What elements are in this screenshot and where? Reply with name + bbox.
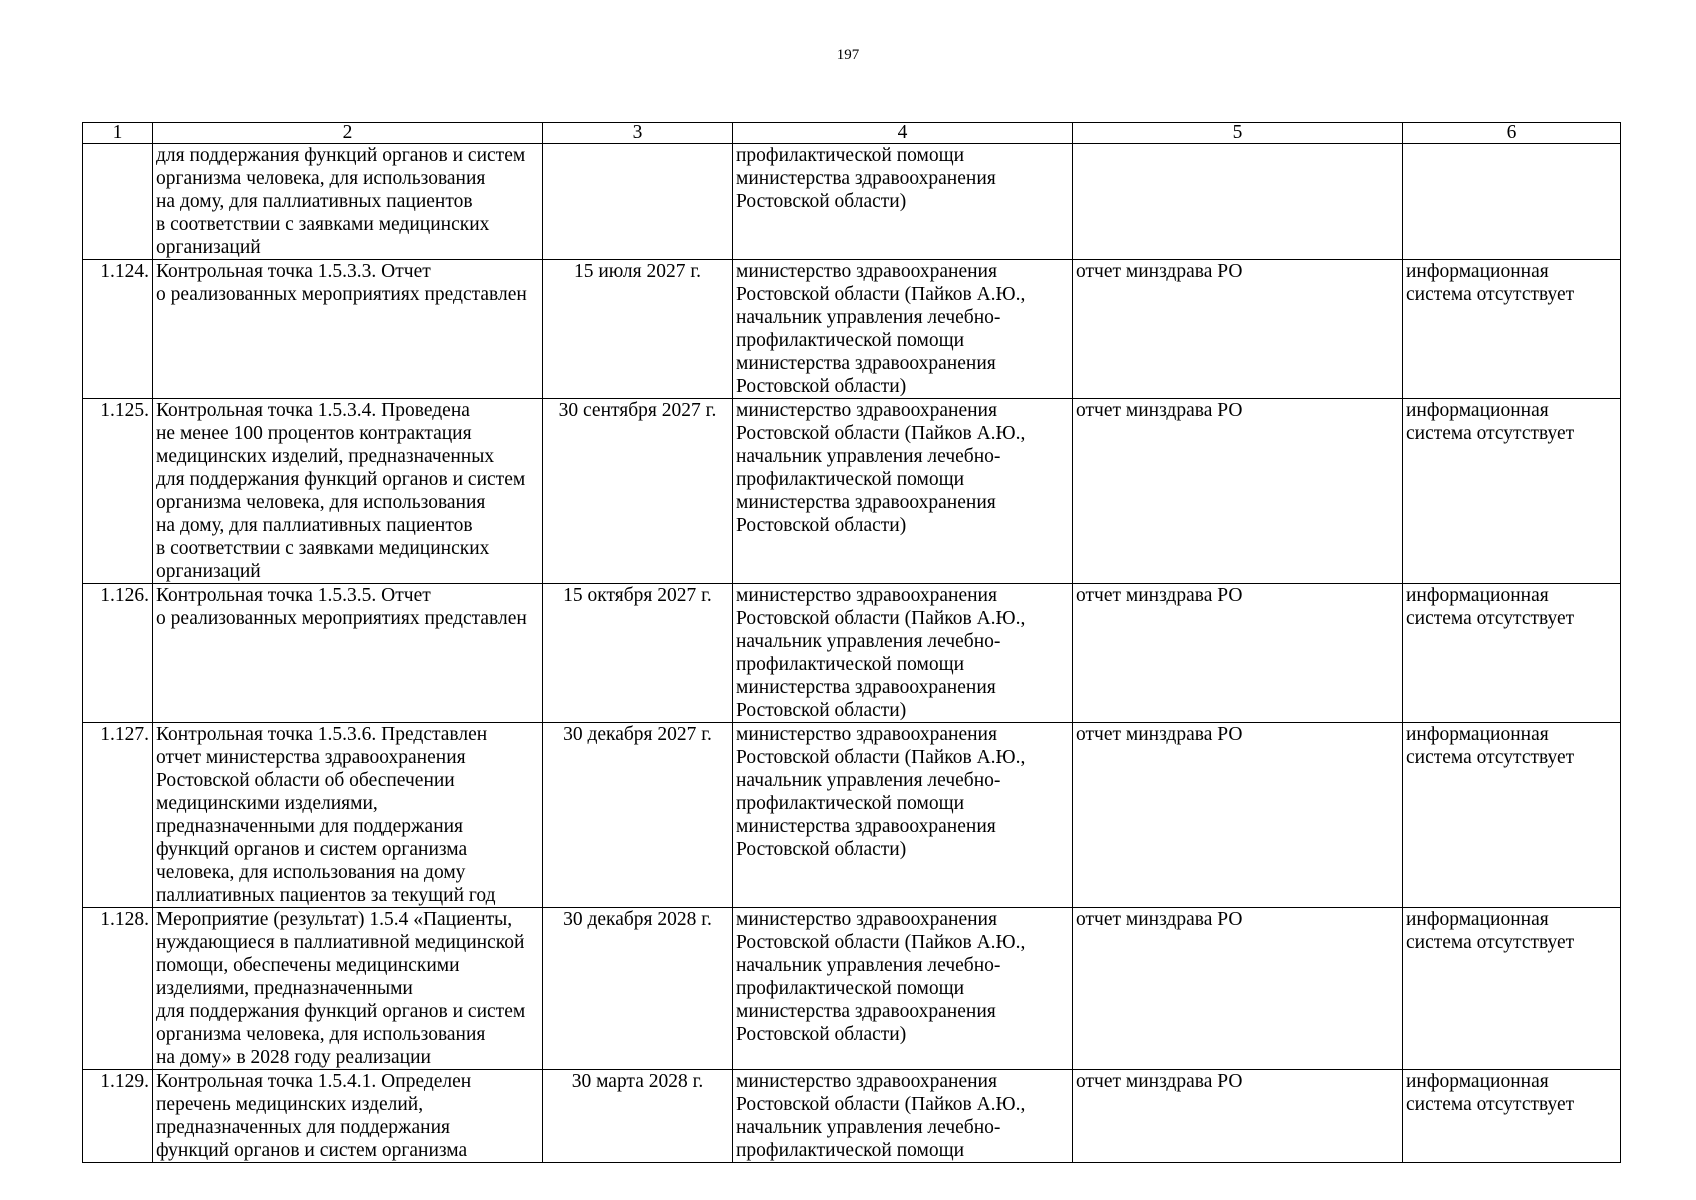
responsible-cell-line: министерство здравоохранения bbox=[736, 1071, 997, 1092]
description-cell-line: на дому, для паллиативных пациентов bbox=[156, 191, 473, 212]
responsible-cell-line: начальник управления лечебно- bbox=[736, 955, 1001, 976]
column-header-2: 2 bbox=[153, 123, 543, 144]
description-cell-line: организма человека, для использования bbox=[156, 492, 486, 513]
responsible-cell-line: министерства здравоохранения bbox=[736, 168, 996, 189]
document-type-cell: отчет минздрава РО bbox=[1073, 399, 1403, 584]
description-cell-line: Мероприятие (результат) 1.5.4 «Пациенты, bbox=[156, 909, 513, 930]
responsible-cell-line: профилактической помощи bbox=[736, 145, 965, 166]
responsible-cell-line: профилактической помощи bbox=[736, 793, 965, 814]
description-cell bbox=[153, 584, 543, 723]
responsible-cell-line: начальник управления лечебно- bbox=[736, 307, 1001, 328]
description-cell-line: в соответствии с заявками медицинских bbox=[156, 214, 490, 235]
document-type-cell: отчет минздрава РО bbox=[1073, 260, 1403, 399]
info-system-cell-line: информационная bbox=[1406, 400, 1549, 421]
description-cell-line: паллиативных пациентов за текущий год bbox=[156, 885, 496, 906]
table-body bbox=[83, 144, 1621, 1163]
description-cell-line: Контрольная точка 1.5.3.6. Представлен bbox=[156, 724, 488, 745]
description-cell-line: функций органов и систем организма bbox=[156, 839, 468, 860]
row-number-cell: 1.125. bbox=[83, 399, 153, 584]
description-cell-line: помощи, обеспечены медицинскими bbox=[156, 955, 460, 976]
responsible-cell-line: министерство здравоохранения bbox=[736, 400, 997, 421]
responsible-cell-line: Ростовской области) bbox=[736, 191, 907, 212]
description-cell-line: организаций bbox=[156, 561, 261, 582]
responsible-cell-line: начальник управления лечебно- bbox=[736, 770, 1001, 791]
description-cell-line: не менее 100 процентов контрактация bbox=[156, 423, 472, 444]
responsible-cell-line: Ростовской области) bbox=[736, 515, 907, 536]
responsible-cell-line: Ростовской области (Пайков А.Ю., bbox=[736, 932, 1026, 953]
description-cell-line: предназначенных для поддержания bbox=[156, 1117, 451, 1138]
responsible-cell-line: профилактической помощи bbox=[736, 330, 965, 351]
info-system-cell bbox=[1403, 908, 1621, 1070]
row-number-cell: 1.124. bbox=[83, 260, 153, 399]
description-cell-line: о реализованных мероприятиях представлен bbox=[156, 284, 527, 305]
description-cell bbox=[153, 144, 543, 260]
description-cell-line: в соответствии с заявками медицинских bbox=[156, 538, 490, 559]
description-cell-line: о реализованных мероприятиях представлен bbox=[156, 608, 527, 629]
info-system-cell-line: система отсутствует bbox=[1406, 747, 1575, 768]
responsible-cell-line: министерство здравоохранения bbox=[736, 909, 997, 930]
responsible-cell-line: профилактической помощи bbox=[736, 469, 965, 490]
description-cell bbox=[153, 908, 543, 1070]
responsible-cell-line: Ростовской области (Пайков А.Ю., bbox=[736, 608, 1026, 629]
responsible-cell bbox=[733, 723, 1073, 908]
responsible-cell bbox=[733, 144, 1073, 260]
description-cell bbox=[153, 399, 543, 584]
document-type-cell bbox=[1073, 144, 1403, 260]
table-row bbox=[83, 260, 1621, 399]
table-row bbox=[83, 1070, 1621, 1163]
responsible-cell-line: Ростовской области) bbox=[736, 1024, 907, 1045]
description-cell-line: организма человека, для использования bbox=[156, 1024, 486, 1045]
description-cell-line: медицинскими изделиями, bbox=[156, 793, 378, 814]
info-system-cell bbox=[1403, 584, 1621, 723]
date-cell: 30 марта 2028 г. bbox=[543, 1070, 733, 1163]
description-cell-line: Контрольная точка 1.5.4.1. Определен bbox=[156, 1071, 472, 1092]
responsible-cell bbox=[733, 260, 1073, 399]
responsible-cell-line: начальник управления лечебно- bbox=[736, 446, 1001, 467]
description-cell bbox=[153, 260, 543, 399]
responsible-cell bbox=[733, 584, 1073, 723]
responsible-cell-line: начальник управления лечебно- bbox=[736, 631, 1001, 652]
column-header-4: 4 bbox=[733, 123, 1073, 144]
page-number: 197 bbox=[836, 47, 860, 63]
info-system-cell bbox=[1403, 144, 1621, 260]
info-system-cell bbox=[1403, 1070, 1621, 1163]
description-cell-line: Контрольная точка 1.5.3.5. Отчет bbox=[156, 585, 431, 606]
responsible-cell-line: начальник управления лечебно- bbox=[736, 1117, 1001, 1138]
column-header-5: 5 bbox=[1073, 123, 1403, 144]
responsible-cell bbox=[733, 1070, 1073, 1163]
responsible-cell-line: министерства здравоохранения bbox=[736, 677, 996, 698]
responsible-cell-line: министерства здравоохранения bbox=[736, 816, 996, 837]
description-cell-line: для поддержания функций органов и систем bbox=[156, 1001, 526, 1022]
responsible-cell-line: министерство здравоохранения bbox=[736, 261, 997, 282]
table-row bbox=[83, 584, 1621, 723]
description-cell-line: предназначенными для поддержания bbox=[156, 816, 464, 837]
table-row bbox=[83, 399, 1621, 584]
responsible-cell-line: министерство здравоохранения bbox=[736, 585, 997, 606]
table-row bbox=[83, 723, 1621, 908]
responsible-cell-line: профилактической помощи bbox=[736, 654, 965, 675]
responsible-cell-line: министерства здравоохранения bbox=[736, 1001, 996, 1022]
responsible-cell-line: Ростовской области) bbox=[736, 376, 907, 397]
column-header-6: 6 bbox=[1403, 123, 1621, 144]
row-number-cell bbox=[83, 144, 153, 260]
description-cell-line: медицинских изделий, предназначенных bbox=[156, 446, 495, 467]
responsible-cell bbox=[733, 908, 1073, 1070]
responsible-cell-line: профилактической помощи bbox=[736, 978, 965, 999]
description-cell-line: отчет министерства здравоохранения bbox=[156, 747, 466, 768]
row-number-cell: 1.127. bbox=[83, 723, 153, 908]
responsible-cell-line: Ростовской области (Пайков А.Ю., bbox=[736, 423, 1026, 444]
description-cell-line: человека, для использования на дому bbox=[156, 862, 466, 883]
description-cell-line: на дому, для паллиативных пациентов bbox=[156, 515, 473, 536]
info-system-cell-line: информационная bbox=[1406, 261, 1549, 282]
responsible-cell-line: министерства здравоохранения bbox=[736, 353, 996, 374]
description-cell-line: организма человека, для использования bbox=[156, 168, 486, 189]
info-system-cell bbox=[1403, 723, 1621, 908]
responsible-cell-line: Ростовской области (Пайков А.Ю., bbox=[736, 284, 1026, 305]
responsible-cell-line: Ростовской области) bbox=[736, 700, 907, 721]
description-cell bbox=[153, 1070, 543, 1163]
responsible-cell-line: Ростовской области (Пайков А.Ю., bbox=[736, 747, 1026, 768]
responsible-cell bbox=[733, 399, 1073, 584]
table-row bbox=[83, 908, 1621, 1070]
info-system-cell-line: информационная bbox=[1406, 1071, 1549, 1092]
info-system-cell-line: информационная bbox=[1406, 909, 1549, 930]
document-type-cell: отчет минздрава РО bbox=[1073, 723, 1403, 908]
description-cell-line: Ростовской области об обеспечении bbox=[156, 770, 455, 791]
column-header-3: 3 bbox=[543, 123, 733, 144]
info-system-cell-line: система отсутствует bbox=[1406, 1094, 1575, 1115]
description-cell-line: функций органов и систем организма bbox=[156, 1140, 468, 1161]
description-cell-line: Контрольная точка 1.5.3.3. Отчет bbox=[156, 261, 431, 282]
info-system-cell-line: система отсутствует bbox=[1406, 423, 1575, 444]
date-cell: 30 сентября 2027 г. bbox=[543, 399, 733, 584]
info-system-cell-line: система отсутствует bbox=[1406, 284, 1575, 305]
row-number-cell: 1.126. bbox=[83, 584, 153, 723]
description-cell-line: организаций bbox=[156, 237, 261, 258]
date-cell: 15 октября 2027 г. bbox=[543, 584, 733, 723]
responsible-cell-line: Ростовской области) bbox=[736, 839, 907, 860]
responsible-cell-line: министерства здравоохранения bbox=[736, 492, 996, 513]
description-cell-line: перечень медицинских изделий, bbox=[156, 1094, 424, 1115]
table-header-row bbox=[83, 123, 1621, 144]
description-cell-line: для поддержания функций органов и систем bbox=[156, 145, 526, 166]
date-cell: 15 июля 2027 г. bbox=[543, 260, 733, 399]
info-system-cell bbox=[1403, 260, 1621, 399]
responsible-cell-line: профилактической помощи bbox=[736, 1140, 965, 1161]
date-cell: 30 декабря 2027 г. bbox=[543, 723, 733, 908]
info-system-cell-line: информационная bbox=[1406, 585, 1549, 606]
description-cell bbox=[153, 723, 543, 908]
document-type-cell: отчет минздрава РО bbox=[1073, 1070, 1403, 1163]
responsible-cell-line: министерство здравоохранения bbox=[736, 724, 997, 745]
row-number-cell: 1.129. bbox=[83, 1070, 153, 1163]
info-system-cell-line: информационная bbox=[1406, 724, 1549, 745]
document-type-cell: отчет минздрава РО bbox=[1073, 584, 1403, 723]
info-system-cell bbox=[1403, 399, 1621, 584]
column-header-1: 1 bbox=[83, 123, 153, 144]
control-points-table bbox=[82, 122, 1621, 1163]
table-row bbox=[83, 144, 1621, 260]
description-cell-line: изделиями, предназначенными bbox=[156, 978, 413, 999]
responsible-cell-line: Ростовской области (Пайков А.Ю., bbox=[736, 1094, 1026, 1115]
date-cell: 30 декабря 2028 г. bbox=[543, 908, 733, 1070]
description-cell-line: для поддержания функций органов и систем bbox=[156, 469, 526, 490]
document-type-cell: отчет минздрава РО bbox=[1073, 908, 1403, 1070]
description-cell-line: Контрольная точка 1.5.3.4. Проведена bbox=[156, 400, 470, 421]
description-cell-line: нуждающиеся в паллиативной медицинской bbox=[156, 932, 525, 953]
date-cell bbox=[543, 144, 733, 260]
info-system-cell-line: система отсутствует bbox=[1406, 608, 1575, 629]
description-cell-line: на дому» в 2028 году реализации bbox=[156, 1047, 431, 1068]
info-system-cell-line: система отсутствует bbox=[1406, 932, 1575, 953]
row-number-cell: 1.128. bbox=[83, 908, 153, 1070]
